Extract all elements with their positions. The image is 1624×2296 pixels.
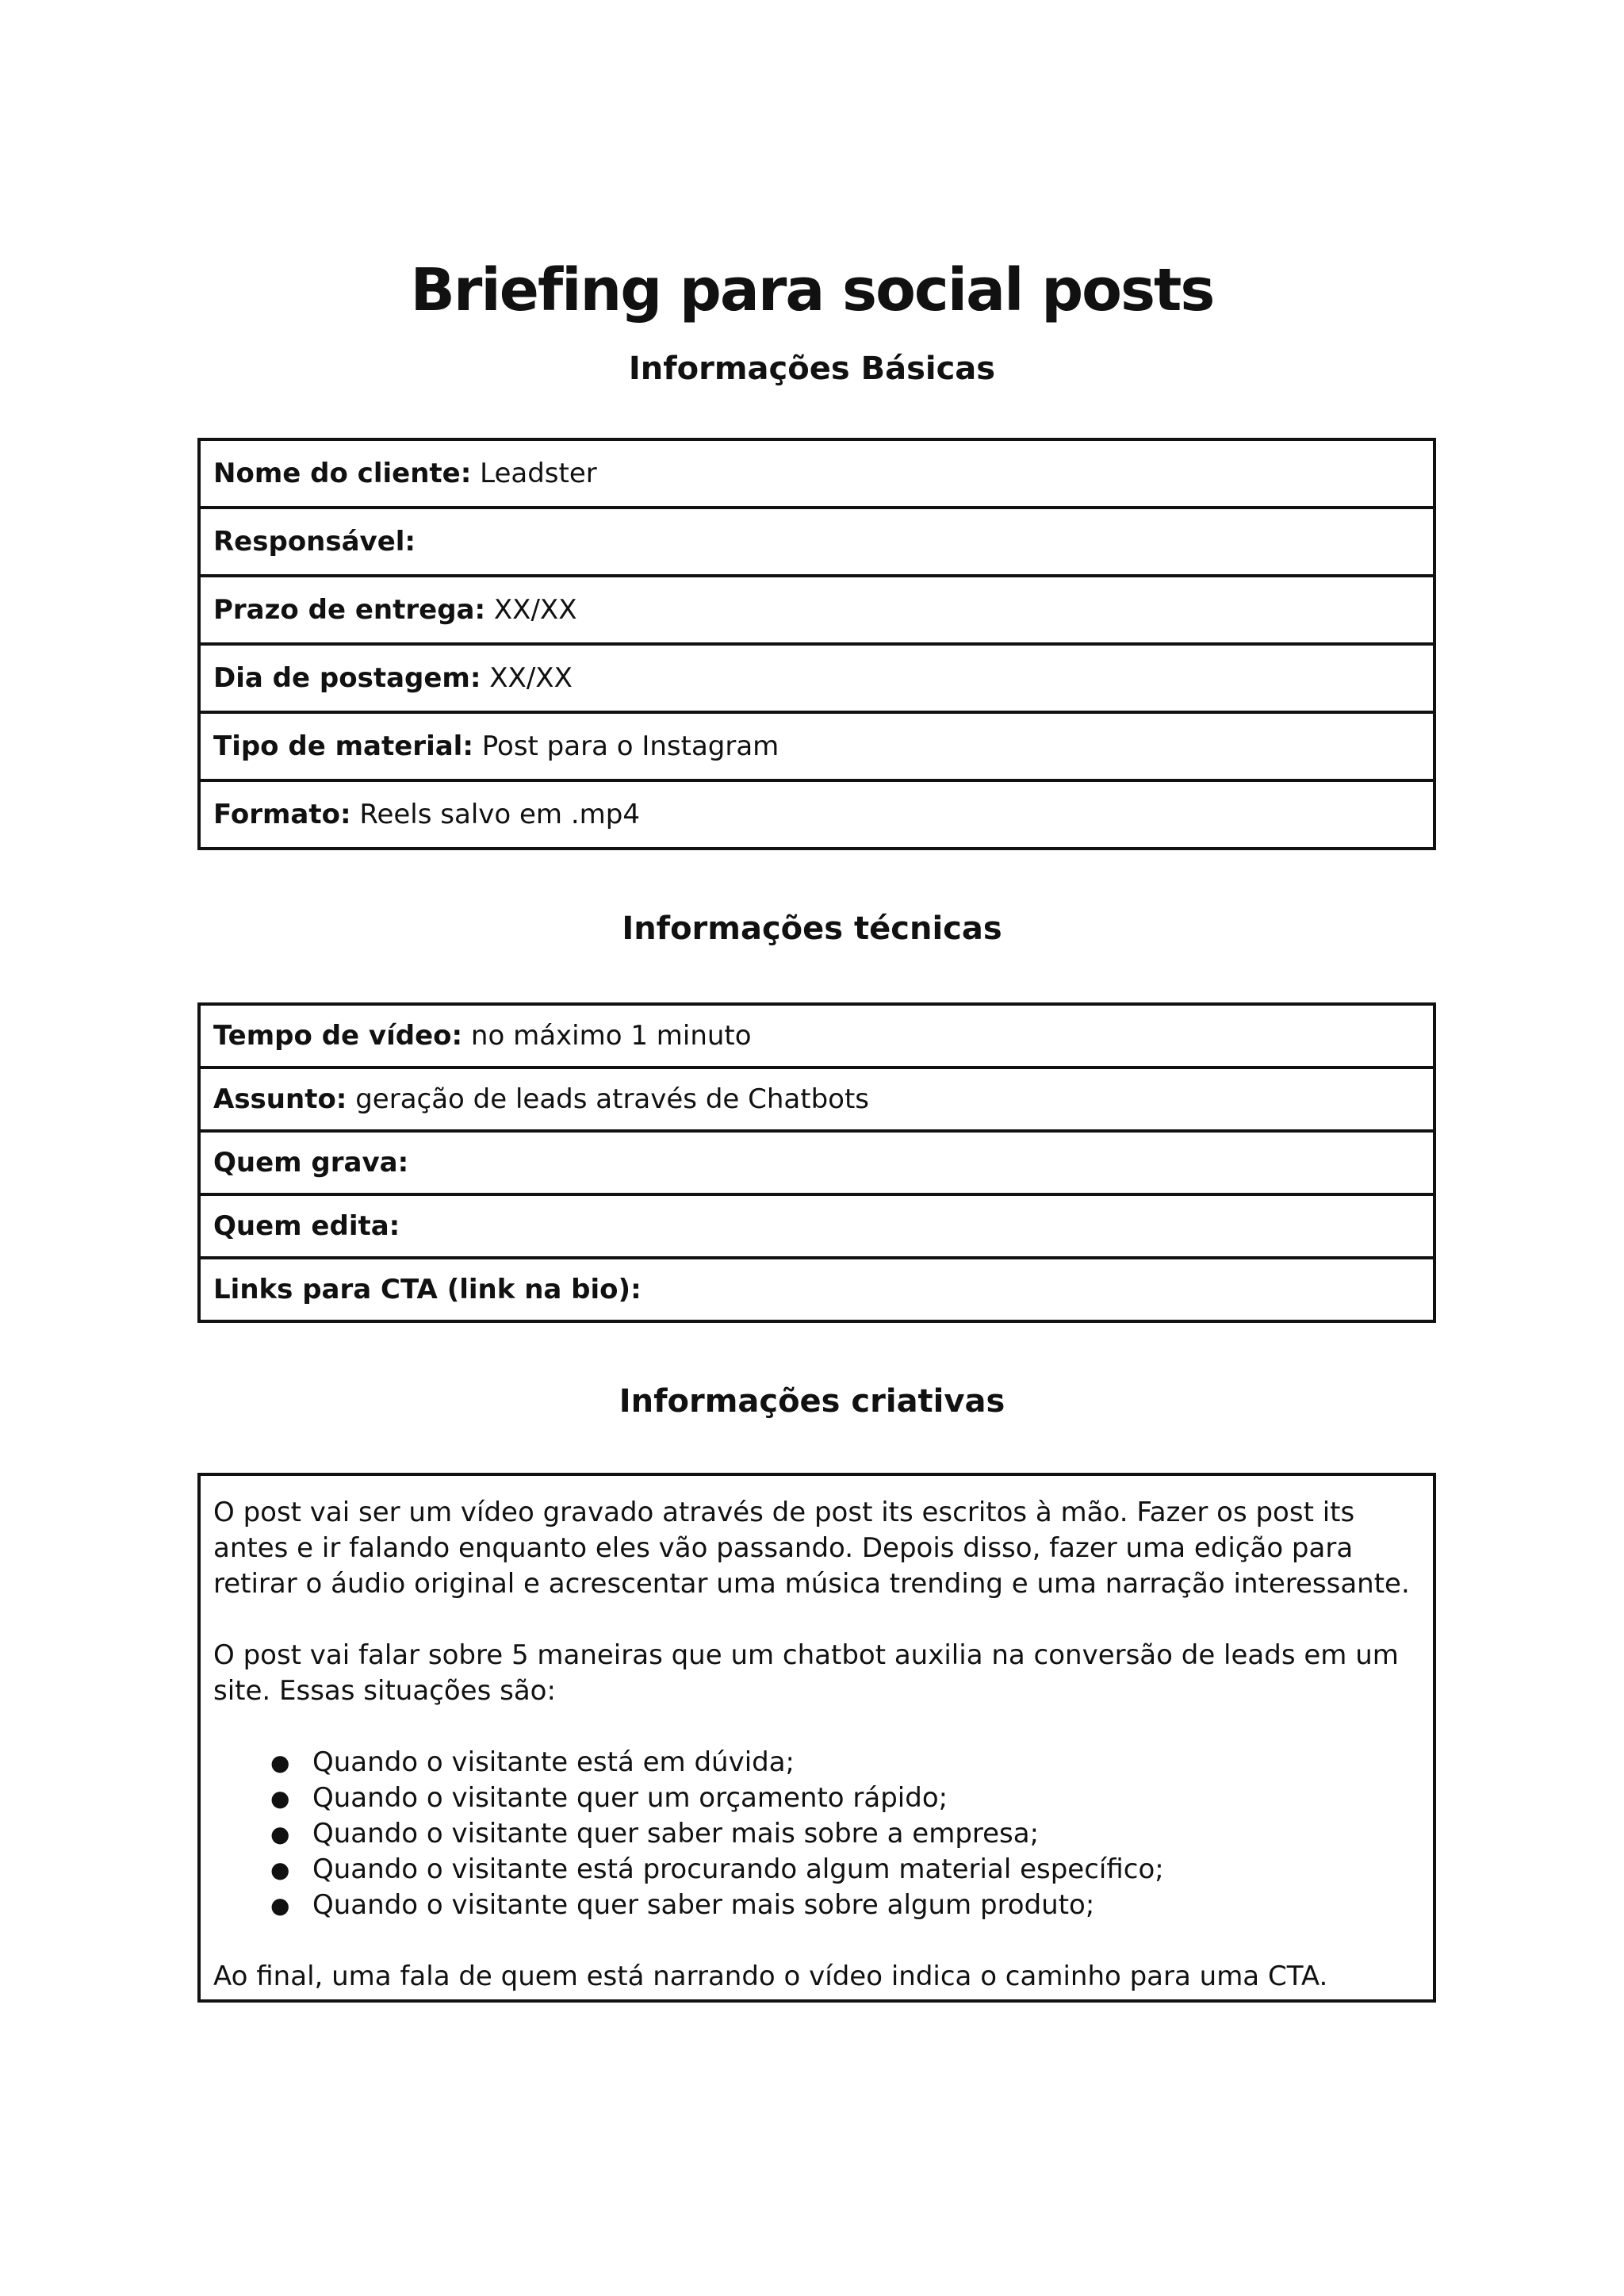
creative-info-heading: Informações criativas — [619, 1383, 1005, 1420]
list-item — [213, 1816, 1414, 1852]
field-value: Reels salvo em .mp4 — [350, 799, 640, 830]
creative-paragraph: O post vai falar sobre 5 maneiras que um chatbot auxilia na conversão de leads em um site. Essas situações são: — [213, 1639, 1399, 1707]
list-item — [213, 1888, 1414, 1923]
table-cell — [199, 1131, 1434, 1194]
field-value: Leadster — [471, 458, 597, 489]
field-label: Links para CTA (link na bio): — [213, 1274, 642, 1305]
creative-paragraph: O post vai ser um vídeo gravado através de post its escritos à mão. Fazer os post its antes e ir falando enquanto eles vão passando. Depois disso, fazer uma edição para retirar o áudio original e acrescentar uma música trending e uma narração interessante. — [213, 1497, 1410, 1600]
technical-info-heading: Informações técnicas — [622, 910, 1002, 947]
paragraph-spacer — [213, 1923, 1414, 1959]
table-row — [199, 712, 1434, 780]
field-label: Assunto: — [213, 1083, 347, 1115]
creative-info-box — [197, 1473, 1436, 2003]
bullet-icon: ● — [270, 1892, 290, 1918]
table-cell — [199, 644, 1434, 712]
table-cell — [199, 1068, 1434, 1131]
field-value: XX/XX — [485, 594, 577, 626]
bullet-icon: ● — [270, 1785, 290, 1811]
table-cell — [199, 508, 1434, 576]
basic-info-heading: Informações Básicas — [628, 351, 996, 387]
table-row — [199, 1004, 1434, 1068]
list-item-text: Quando o visitante quer um orçamento rápido; — [312, 1782, 948, 1814]
list-item — [213, 1780, 1414, 1816]
page-title: Briefing para social posts — [410, 256, 1214, 324]
table-row — [199, 508, 1434, 576]
table-row — [199, 576, 1434, 644]
situations-list — [213, 1745, 1414, 1923]
list-item-text: Quando o visitante quer saber mais sobre a empresa; — [312, 1818, 1040, 1849]
field-label: Dia de postagem: — [213, 662, 481, 694]
table-cell — [199, 1194, 1434, 1258]
field-label: Responsável: — [213, 526, 416, 558]
field-value: no máximo 1 minuto — [462, 1020, 752, 1052]
table-cell — [199, 712, 1434, 780]
table-row — [199, 644, 1434, 712]
list-item — [213, 1745, 1414, 1780]
field-label: Prazo de entrega: — [213, 594, 486, 626]
basic-info-table — [197, 438, 1436, 850]
table-cell — [199, 1004, 1434, 1068]
table-row — [199, 780, 1434, 849]
field-label: Tempo de vídeo: — [213, 1020, 463, 1052]
field-value: Post para o Instagram — [473, 730, 779, 762]
list-item-text: Quando o visitante quer saber mais sobre algum produto; — [312, 1889, 1095, 1921]
field-label: Quem edita: — [213, 1210, 400, 1242]
list-item — [213, 1852, 1414, 1888]
table-row — [199, 439, 1434, 508]
field-label: Formato: — [213, 799, 351, 830]
list-item-text: Quando o visitante está procurando algum material específico; — [312, 1853, 1164, 1885]
table-row — [199, 1131, 1434, 1194]
technical-info-table — [197, 1002, 1436, 1323]
creative-closing: Ao final, uma fala de quem está narrando o vídeo indica o caminho para uma CTA. — [213, 1961, 1328, 1992]
table-cell — [199, 576, 1434, 644]
field-label: Quem grava: — [213, 1147, 409, 1179]
paragraph-spacer — [213, 1709, 1414, 1745]
table-cell — [199, 439, 1434, 508]
table-row — [199, 1194, 1434, 1258]
field-value: XX/XX — [481, 662, 573, 694]
table-cell — [199, 780, 1434, 849]
table-cell — [199, 1258, 1434, 1321]
paragraph-spacer — [213, 1602, 1414, 1638]
bullet-icon: ● — [270, 1750, 290, 1776]
field-label: Tipo de material: — [213, 730, 473, 762]
list-item-text: Quando o visitante está em dúvida; — [312, 1746, 795, 1778]
table-row — [199, 1068, 1434, 1131]
table-row — [199, 1258, 1434, 1321]
bullet-icon: ● — [270, 1821, 290, 1847]
field-label: Nome do cliente: — [213, 458, 472, 489]
field-value: geração de leads através de Chatbots — [347, 1083, 870, 1115]
bullet-icon: ● — [270, 1857, 290, 1883]
